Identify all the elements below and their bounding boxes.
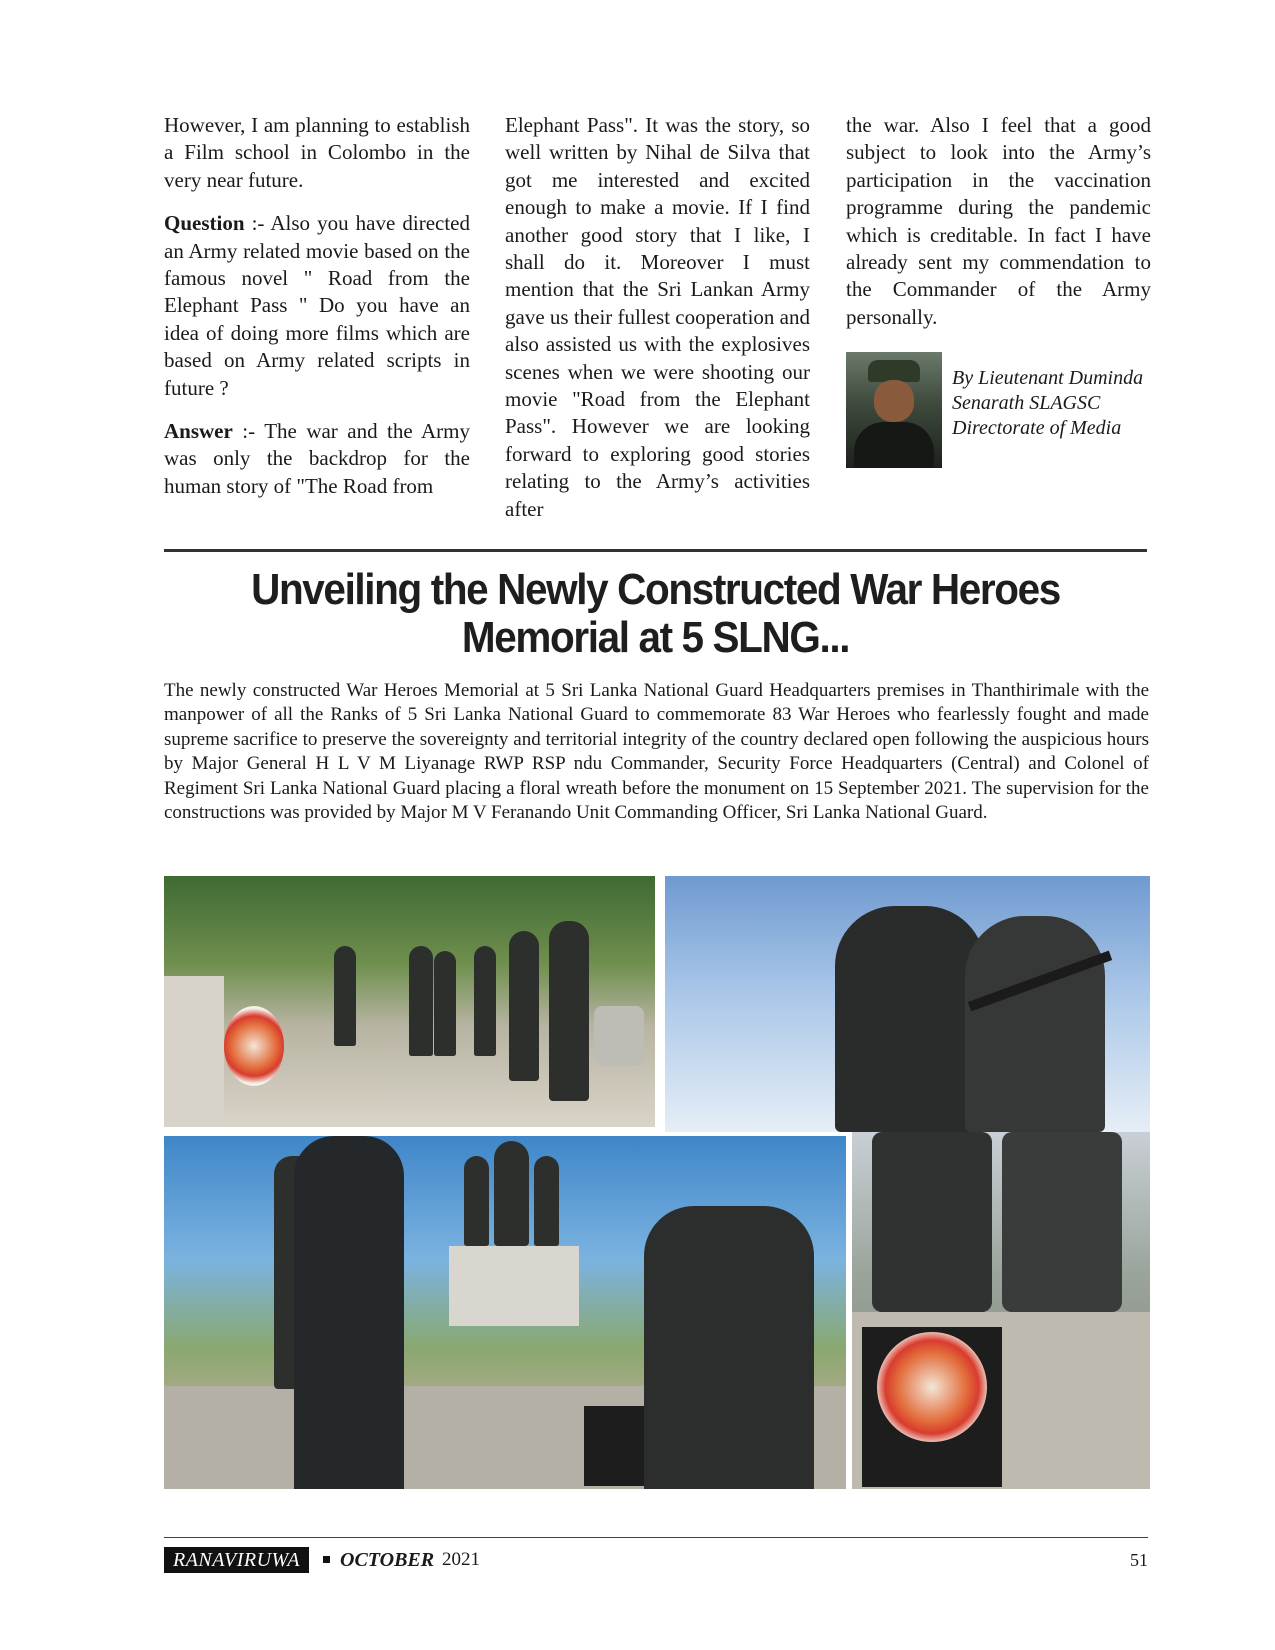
answer-label: Answer (164, 419, 233, 444)
headline-line-2: Memorial at 5 SLNG... (461, 613, 850, 662)
column-3 (846, 112, 1151, 347)
photo-statue-closeup (665, 876, 1150, 1132)
col3-paragraph-1: the war. Also I feel that a good subject to look into the Army’s participation in the vaccination programme during the pandemic which is creditable. In fact I have already sent my commendation to the Commander of the Army personally. (846, 113, 1151, 329)
byline-text (952, 366, 1143, 441)
col1-paragraph-1: However, I am planning to establish a Film school in Colombo in the very near future. (164, 113, 470, 192)
photo-memorial-parade (164, 876, 655, 1127)
col1-paragraph-3 (164, 418, 470, 500)
author-photo (846, 352, 942, 468)
byline-line-1: By Lieutenant Duminda (952, 367, 1144, 389)
question-label: Question (164, 211, 245, 236)
headline-line-1: Unveiling the Newly Constructed War Heroes (251, 565, 1060, 614)
column-1 (164, 112, 470, 516)
page-footer (164, 1547, 1148, 1577)
column-2 (505, 112, 810, 539)
photo-statue-plaque (852, 1132, 1150, 1489)
square-bullet-icon (323, 1556, 330, 1563)
answer-text: :- The war and the Army was only the backdrop for the human story of "The Road from (164, 419, 470, 498)
photo-wreath-laying (164, 1136, 846, 1489)
author-byline (846, 352, 1151, 469)
article-headline (203, 566, 1107, 662)
col1-paragraph-2 (164, 210, 470, 402)
article-body: The newly constructed War Heroes Memorial at 5 Sri Lanka National Guard Headquarters premises in Thanthirimale with the manpower of all the Ranks of 5 Sri Lanka National Guard to commemorate 83 War Heroes who fearlessly fought and made supreme sacrifice to preserve the sovereignty and territorial integrity of the country declared open following the auspicious hours by Major General H L V M Liyanage RWP RSP ndu Commander, Security Force Headquarters (Central) and Colonel of Regiment Sri Lanka National Guard placing a floral wreath before the monument on 15 September 2021. The supervision for the constructions was provided by Major M V Feranando Unit Commanding Officer, Sri Lanka National Guard. (164, 680, 1149, 824)
issue-month: OCTOBER (340, 1549, 435, 1571)
section-divider (164, 549, 1147, 552)
footer-divider (164, 1537, 1148, 1538)
col2-paragraph-1: Elephant Pass". It was the story, so well written by Nihal de Silva that got me interested and excited enough to make a movie. If I find another good story that I like, I shall do it. Moreover I must mention that the Sri Lankan Army gave us their fullest cooperation and also assisted us with the explosives scenes when we were shooting our movie "Road from the Elephant Pass". However we are looking forward to exploring good stories relating to the Army’s activities after (505, 113, 810, 521)
byline-line-2: Senarath SLAGSC (952, 392, 1101, 414)
byline-line-3: Directorate of Media (952, 417, 1122, 439)
magazine-name: RANAVIRUWA (164, 1547, 309, 1573)
page-number: 51 (1130, 1550, 1148, 1570)
issue-year: 2021 (442, 1549, 480, 1570)
question-text: :- Also you have directed an Army related movie based on the famous novel " Road from the Elephant Pass " Do you have an idea of doing more films which are based on Army related scripts in future ? (164, 211, 470, 400)
